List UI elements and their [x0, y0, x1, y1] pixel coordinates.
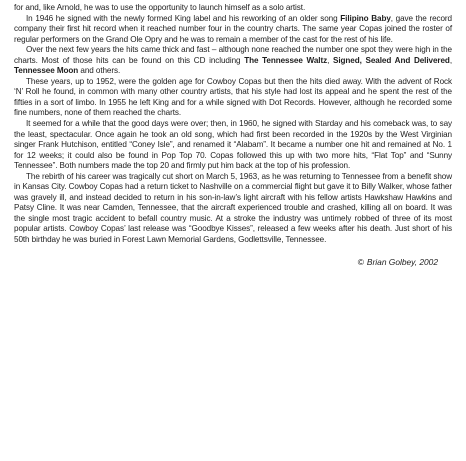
text-run: and others. [78, 66, 121, 76]
text-run: for and, like Arnold, he was to use the opportunity to launch himself as a solo artist. [14, 3, 306, 12]
song-title: Filipino Baby [340, 13, 391, 23]
song-title: Tennessee Moon [14, 66, 79, 76]
text-run: In 1946 he signed with the newly formed King label and his reworking of an older song [26, 13, 341, 23]
author-credit: Brian Golbey, 2002 [366, 256, 438, 267]
text-run: , gave the record company their first hit record when it reached number four in the country charts. The same year Copas joined the roster of regular performers on the Grand Ole Opry and he was to remain a member of the cast for the rest of his life. [14, 13, 452, 44]
copyright-symbol: © [357, 256, 364, 267]
text-run: It seemed for a while that the good days were over; then, in 1960, he signed with Starday and his comeback was, to say the least, spectacular. Once again he took an old song, which had first been recorded in the 1920s by the West Virginian singer Frank Hutchison, entitled “Coney Isle”, and renamed it “Alabam”. It became a number one hit and remained at No. 1 for 12 weeks; it could also be found in Pop Top 70. Copas followed this up with two more hits, “Flat Top” and “Sunny Tennessee”. Both numbers made the top 20 and firmly put him back at the top of his profession. [14, 119, 452, 171]
text-run: Over the next few years the hits came thick and fast – although none reached the number one spot they were high in the charts. Most of those hits can be found on this CD including [14, 45, 452, 65]
paragraph-3 [14, 45, 452, 77]
song-title: The Tennessee Waltz [244, 55, 328, 65]
song-title: Signed, Sealed And Delivered [332, 55, 450, 65]
text-run: , [449, 55, 452, 65]
paragraph-6 [14, 172, 452, 246]
liner-notes-body [14, 3, 452, 246]
paragraph-4 [14, 77, 452, 119]
author-signature [14, 257, 452, 267]
text-run: The rebirth of his career was tragically cut short on March 5, 1963, as he was returning to Tennessee from a benefit show in Kansas City. Cowboy Copas had a return ticket to Nashville on a commercial flight but gave it to Billy Walker, whose father was gravely ill, and instead decided to return in his son-in-law’s light aircraft with his fellow artists Hawkshaw Hawkins and Patsy Cline. It was near Camden, Tennessee, that the aircraft experienced trouble and crashed, killing all on board. It was the single most tragic accident to befall country music. At a stroke the industry was untimely robbed of three of its most popular artists. Cowboy Copas’ last release was “Goodbye Kisses”, released a few weeks after his death. Just short of his 50th birthday he was buried in Forest Lawn Memorial Gardens, Godlettsville, Tennessee. [14, 171, 452, 245]
paragraph-2 [14, 14, 452, 46]
text-run: , [327, 55, 333, 65]
text-run: These years, up to 1952, were the golden age for Cowboy Copas but then the hits died away. With the advent of Rock ‘N’ Roll he found, in common with many other country artists, that his style had lost its appeal and he spent the rest of the fifties in a sort of limbo. In 1955 he left King and for a while signed with Dot Records. However, although he recorded some fine numbers, none of them reached the charts. [14, 76, 452, 118]
paragraph-5 [14, 119, 452, 172]
paragraph-1 [14, 3, 452, 14]
